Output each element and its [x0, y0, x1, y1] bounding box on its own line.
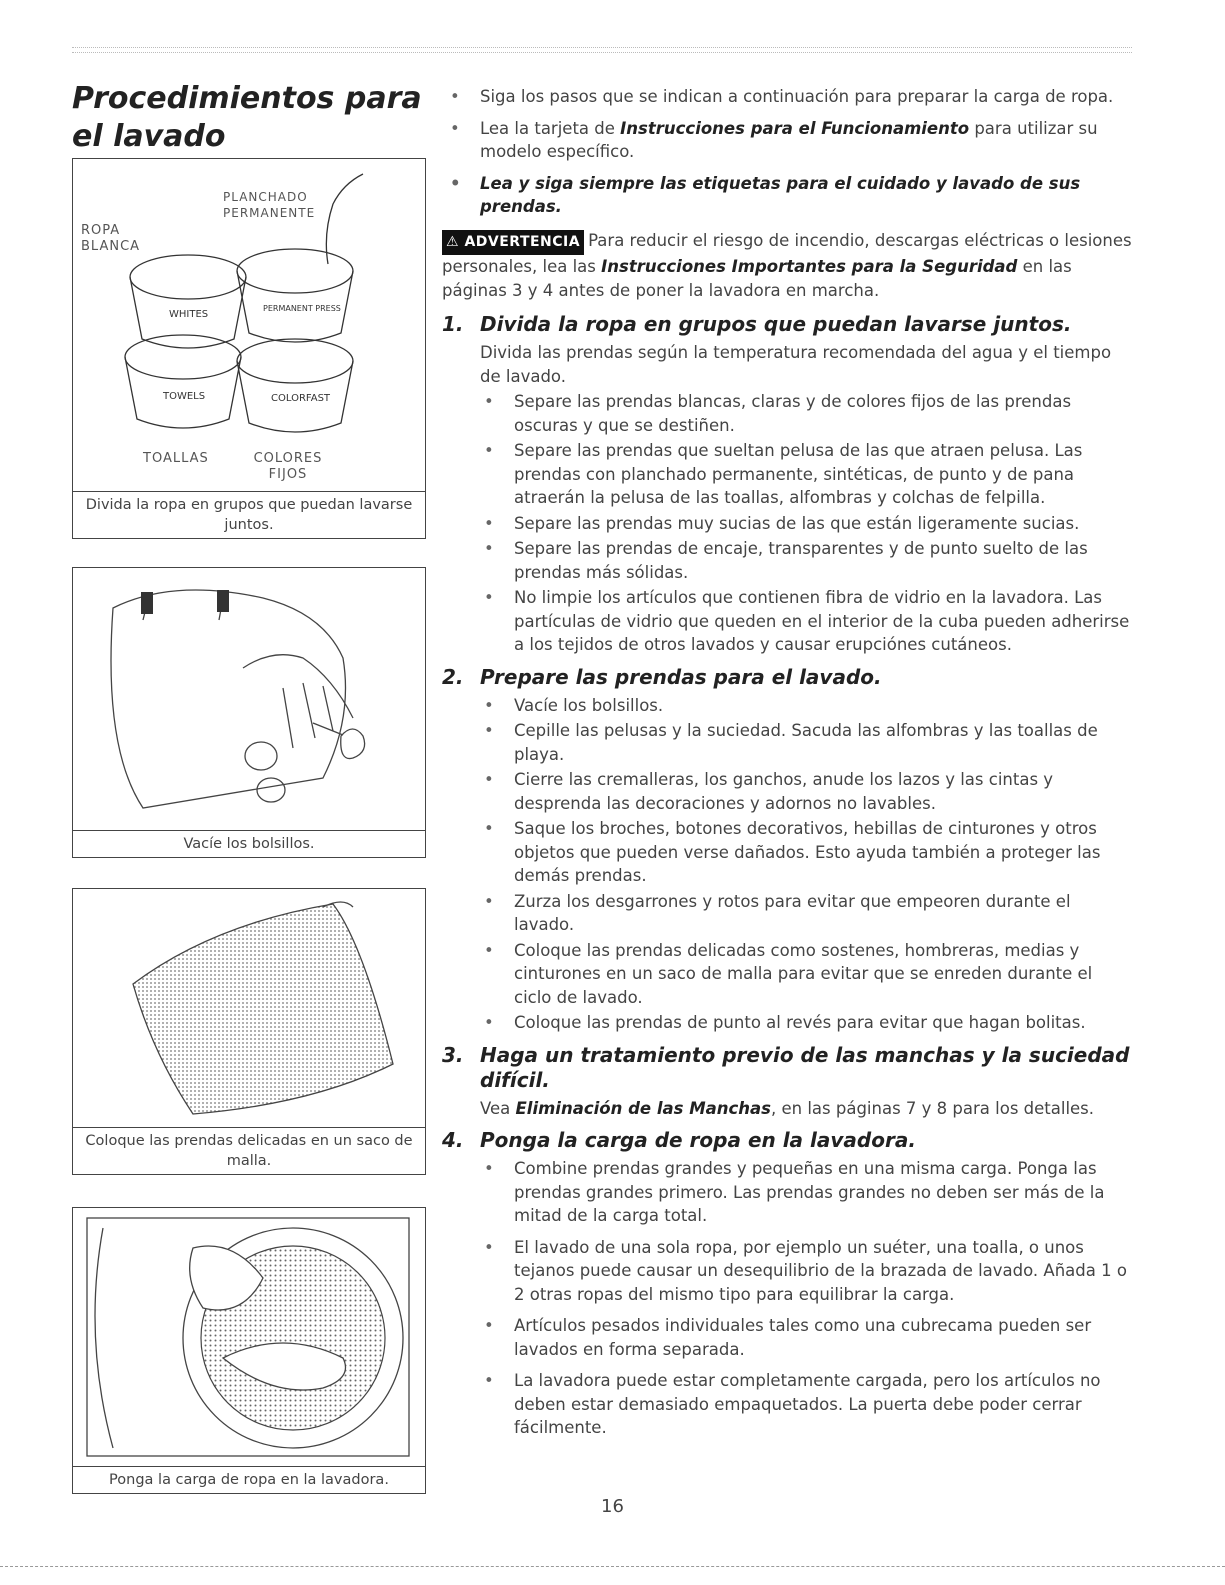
label-colores-fijos: COLORES FIJOS [253, 451, 323, 482]
load-illustration [73, 1208, 425, 1467]
figure-empty-pockets [72, 567, 426, 858]
step-2-item: • Cierre las cremalleras, los ganchos, anude los lazos y las cintas y desprenda las decoraciones y adornos no lavables. [442, 768, 1132, 815]
step-1-item: • No limpie los artículos que contienen fibra de vidrio en la lavadora. Las partículas de vidrio que queden en el interior de la cuba pueden adherirse a los tejidos de otros lavados y causar erupciónes cutáneos. [442, 586, 1132, 657]
step-2-item: • Saque los broches, botones decorativos, hebillas de cinturones y otros objetos que pueden verse dañados. Esto ayuda también a proteger las demás prendas. [442, 817, 1132, 888]
basket-label-towels: TOWELS [163, 391, 206, 402]
pockets-illustration [73, 568, 425, 831]
step-4-item: • El lavado de una sola ropa, por ejemplo un suéter, una toalla, o unos tejanos puede causar un desequilibrio de la brazada de lavado. Añada 1 o 2 otras ropas del mismo tipo para equilibrar la carga. [442, 1236, 1132, 1307]
step-1-item: • Separe las prendas de encaje, transparentes y de punto suelto de las prendas más sólidas. [442, 537, 1132, 584]
step-3-intro: Vea Eliminación de las Manchas, en las páginas 7 y 8 para los detalles. [480, 1098, 1095, 1118]
mesh-bag-illustration [73, 889, 425, 1128]
warning-badge: ⚠ ADVERTENCIA [442, 230, 584, 256]
left-column [72, 80, 428, 156]
caption-pockets: Vacíe los bolsillos. [183, 836, 315, 852]
intro-bullet-1: • Siga los pasos que se indican a continuación para preparar la carga de ropa. [442, 85, 1132, 109]
top-rule [72, 47, 1132, 53]
warning-block: ⚠ ADVERTENCIA Para reducir el riesgo de incendio, descargas eléctricas o lesiones personales, lea las Instrucciones Importantes para la Seguridad en las páginas 3 y 4 antes de poner la lavadora en marcha. [442, 230, 1132, 300]
step-4-item: • Combine prendas grandes y pequeñas en una misma carga. Ponga las prendas grandes primero. Las prendas grandes no deben ser más de la mitad de la carga total. [442, 1157, 1132, 1228]
caption-load: Ponga la carga de ropa en la lavadora. [109, 1472, 389, 1488]
label-ropa-blanca: ROPA BLANCA [81, 223, 141, 254]
step-2-item: • Zurza los desgarrones y rotos para evitar que empeoren durante el lavado. [442, 890, 1132, 937]
figure-load-washer [72, 1207, 426, 1494]
step-1-intro: Divida las prendas según la temperatura recomendada del agua y el tiempo de lavado. [480, 343, 1112, 386]
step-2-item: • Cepille las pelusas y la suciedad. Sacuda las alfombras y las toallas de playa. [442, 719, 1132, 766]
step-4-heading: 4. Ponga la carga de ropa en la lavadora. [442, 1128, 916, 1152]
step-2-item: • Coloque las prendas delicadas como sostenes, hombreras, medias y cinturones en un saco de malla para evitar que se enreden durante el ciclo de lavado. [442, 939, 1132, 1010]
figure-mesh-bag [72, 888, 426, 1175]
sort-illustration [73, 159, 425, 492]
bottom-rule [0, 1566, 1225, 1567]
caption-mesh-bag: Coloque las prendas delicadas en un saco de malla. [85, 1133, 413, 1169]
step-2-item: • Coloque las prendas de punto al revés para evitar que hagan bolitas. [442, 1011, 1132, 1035]
step-4-item: • Artículos pesados individuales tales como una cubrecama pueden ser lavados en forma separada. [442, 1314, 1132, 1361]
step-2-heading: 2. Prepare las prendas para el lavado. [442, 664, 882, 689]
step-4-item: • La lavadora puede estar completamente cargada, pero los artículos no deben estar demasiado empaquetados. La puerta debe poder cerrar fácilmente. [442, 1369, 1132, 1440]
step-1-heading: 1. Divida la ropa en grupos que puedan lavarse juntos. [442, 312, 1072, 336]
basket-label-colorfast: COLORFAST [271, 393, 331, 404]
right-column [442, 85, 1132, 1442]
caption-sort: Divida la ropa en grupos que puedan lavarse juntos. [85, 497, 413, 533]
step-1-item: • Separe las prendas blancas, claras y de colores fijos de las prendas oscuras y que se destiñen. [442, 390, 1132, 437]
washer-drawing [73, 1208, 425, 1466]
step-3-heading: 3. Haga un tratamiento previo de las manchas y la suciedad difícil. [442, 1042, 1130, 1092]
figure-sort-laundry [72, 158, 426, 539]
label-toallas: TOALLAS [143, 451, 209, 466]
basket-label-permanent-press: PERMANENT PRESS [263, 304, 341, 313]
step-2-item: • Vacíe los bolsillos. [442, 694, 1132, 718]
label-planchado-permanente: PLANCHADO PERMANENTE [223, 190, 316, 220]
page-number: 16 [601, 1496, 624, 1517]
basket-label-whites: WHITES [169, 309, 209, 320]
step-1-item: • Separe las prendas muy sucias de las que están ligeramente sucias. [442, 512, 1132, 536]
mesh-bag-drawing [73, 889, 425, 1127]
intro-bullet-2: • Lea la tarjeta de Instrucciones para el Funcionamiento para utilizar su modelo específico. [442, 117, 1132, 164]
intro-bullet-3: • Lea y siga siempre las etiquetas para el cuidado y lavado de sus prendas. [442, 172, 1132, 219]
step-1-item: • Separe las prendas que sueltan pelusa de las que atraen pelusa. Las prendas con planchado permanente, sintéticas, de punto y de pana atraerán la pelusa de las toallas, alfombras y colchas de felpilla. [442, 439, 1132, 510]
page-title: Procedimientos para el lavado [72, 81, 422, 154]
pockets-drawing [73, 568, 425, 830]
